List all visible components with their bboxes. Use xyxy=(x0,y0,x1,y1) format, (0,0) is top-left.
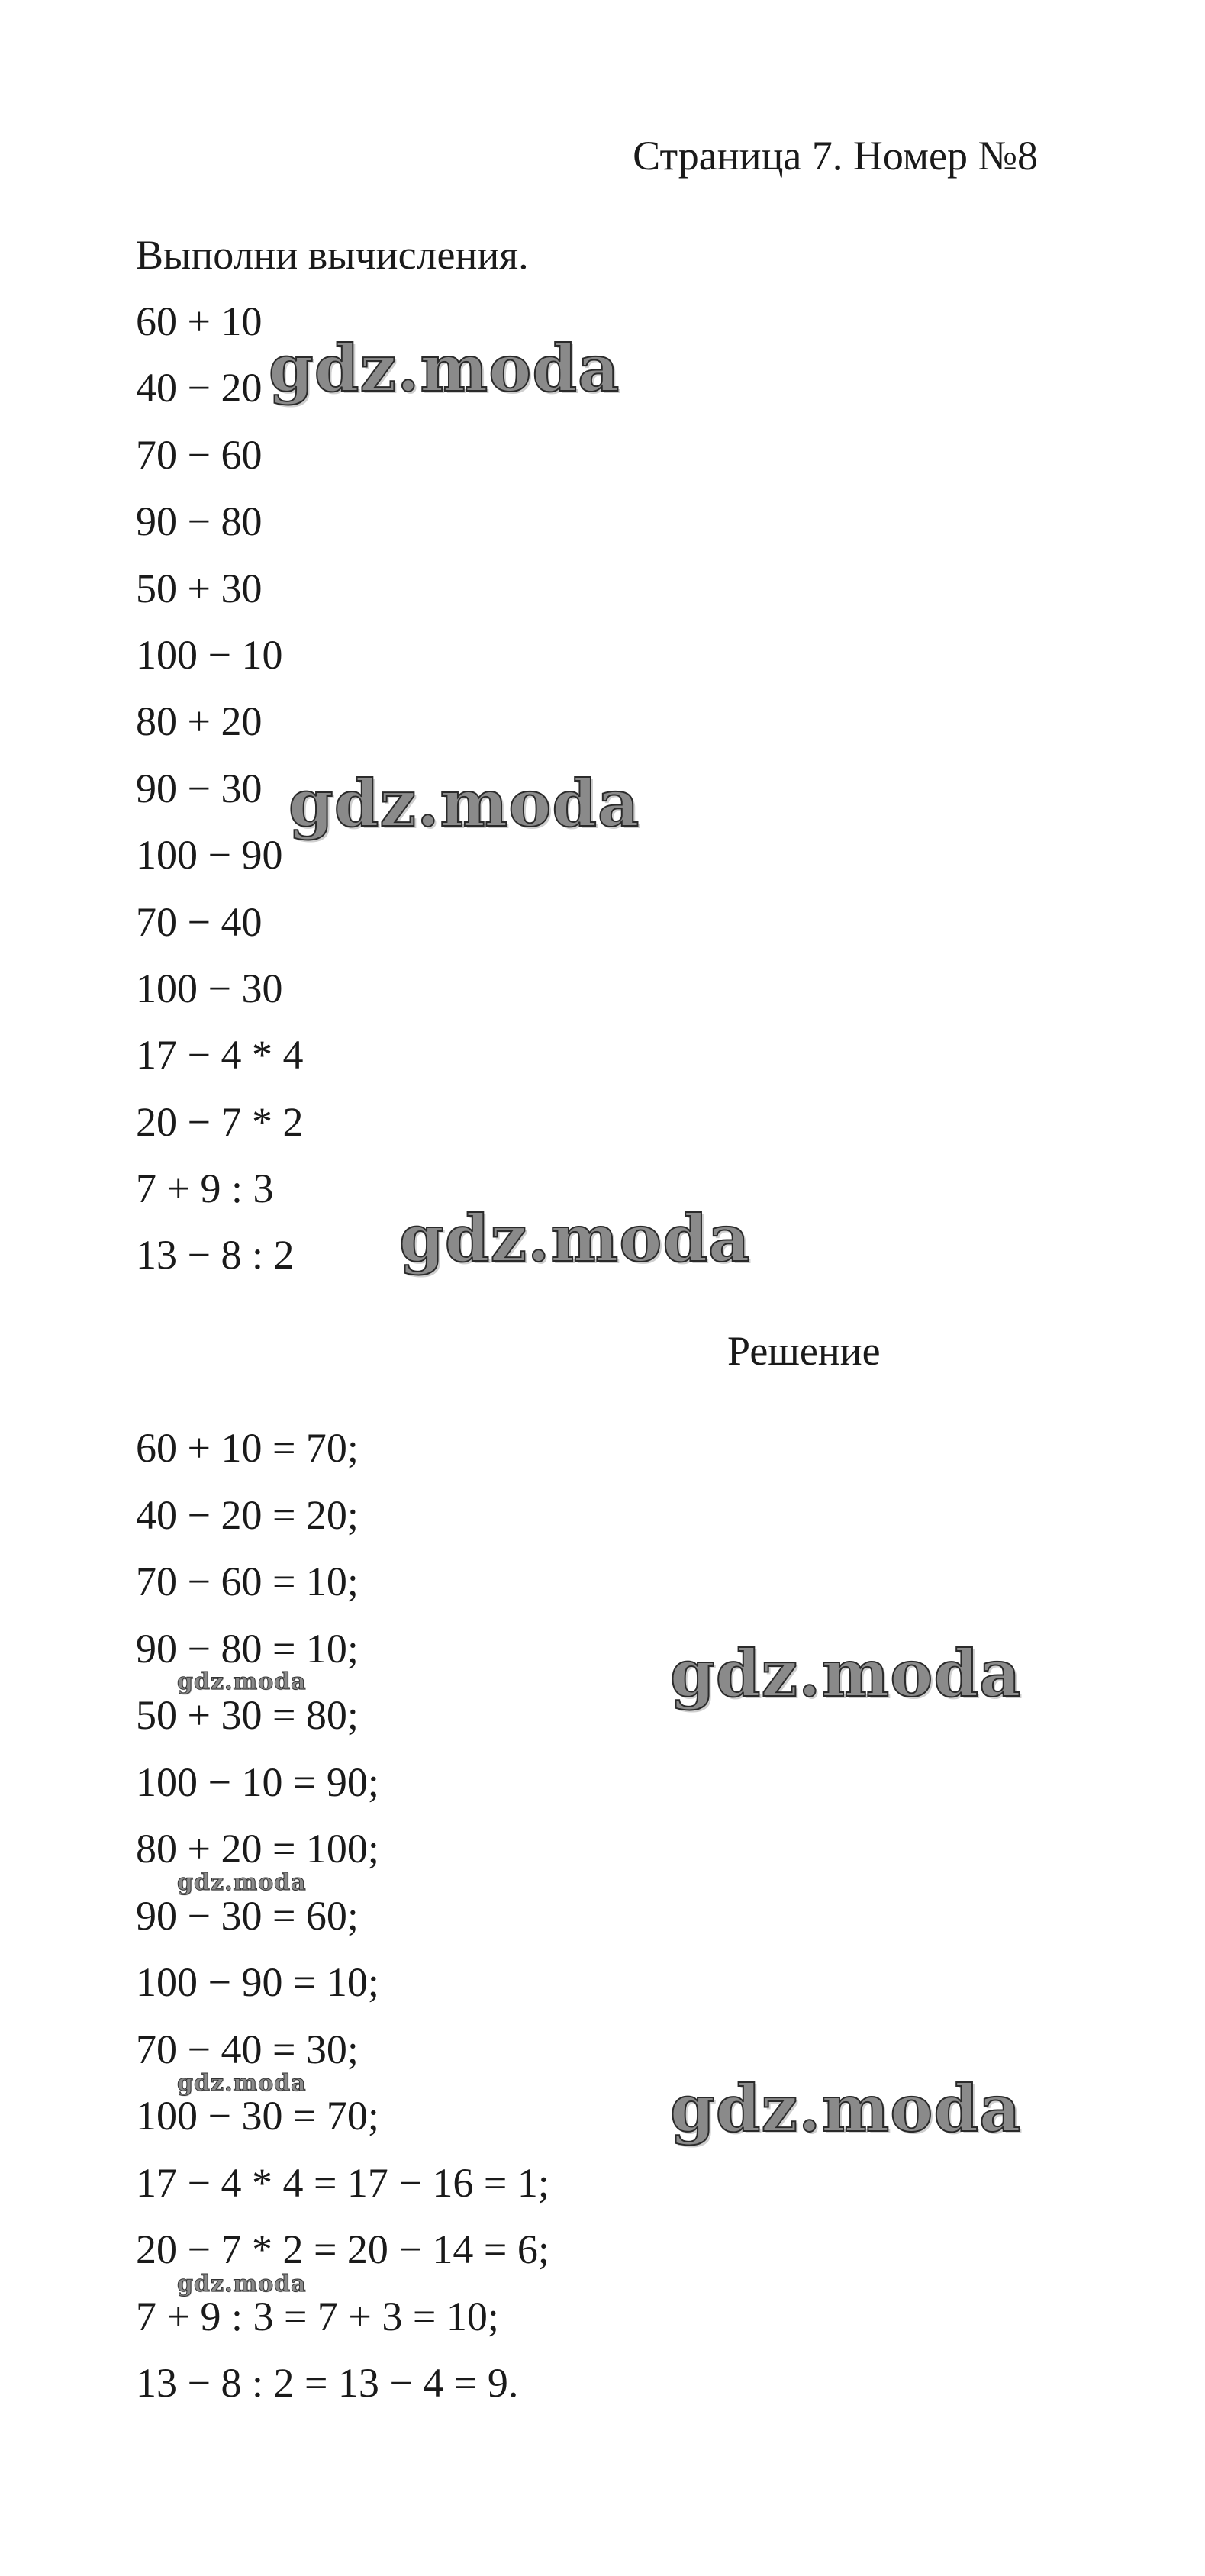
solution-line: 40 − 20 = 20; xyxy=(136,1491,359,1538)
solution-heading: Решение xyxy=(727,1328,881,1374)
watermark-small: gdz.moda xyxy=(177,1668,307,1695)
solution-line: 80 + 20 = 100; xyxy=(136,1826,379,1872)
solution-line-list xyxy=(136,1415,549,2417)
solution-line: 90 − 80 = 10; xyxy=(136,1625,359,1672)
watermark: gdz.moda xyxy=(670,2071,1022,2146)
solution-line: 100 − 10 = 90; xyxy=(136,1759,379,1805)
task-title: Выполни вычисления. xyxy=(136,232,529,278)
task-expression: 60 + 10 xyxy=(136,298,263,344)
page-header: Страница 7. Номер №8 xyxy=(633,133,1038,179)
task-expression: 40 − 20 xyxy=(136,365,263,411)
solution-line: 100 − 90 = 10; xyxy=(136,1959,379,2005)
watermark: gdz.moda xyxy=(288,766,640,841)
task-expression: 7 + 9 : 3 xyxy=(136,1165,274,1212)
solution-line: 17 − 4 * 4 = 17 − 16 = 1; xyxy=(136,2159,549,2206)
solution-line: 70 − 40 = 30; xyxy=(136,2026,359,2072)
task-expression: 100 − 10 xyxy=(136,631,283,678)
task-expression: 13 − 8 : 2 xyxy=(136,1232,295,1278)
solution-line: 100 − 30 = 70; xyxy=(136,2093,379,2139)
task-expression: 20 − 7 * 2 xyxy=(136,1098,304,1145)
solution-line: 7 + 9 : 3 = 7 + 3 = 10; xyxy=(136,2293,499,2339)
solution-line: 90 − 30 = 60; xyxy=(136,1892,359,1939)
solution-line: 50 + 30 = 80; xyxy=(136,1692,359,1738)
solution-line: 13 − 8 : 2 = 13 − 4 = 9. xyxy=(136,2360,519,2406)
solution-line: 60 + 10 = 70; xyxy=(136,1425,359,1471)
task-expression: 70 − 40 xyxy=(136,898,263,945)
task-expression: 100 − 30 xyxy=(136,965,283,1011)
task-expression: 70 − 60 xyxy=(136,431,263,478)
watermark: gdz.moda xyxy=(670,1636,1022,1711)
watermark: gdz.moda xyxy=(269,330,620,406)
task-expression: 90 − 30 xyxy=(136,765,263,811)
task-expression-list xyxy=(136,289,303,1289)
task-expression: 90 − 80 xyxy=(136,498,263,545)
solution-line: 70 − 60 = 10; xyxy=(136,1559,359,1604)
task-expression: 100 − 90 xyxy=(136,832,283,879)
watermark-small: gdz.moda xyxy=(177,2271,307,2297)
watermark: gdz.moda xyxy=(399,1201,751,1276)
solution-line: 20 − 7 * 2 = 20 − 14 = 6; xyxy=(136,2226,549,2272)
watermark-small: gdz.moda xyxy=(177,2070,307,2097)
task-expression: 17 − 4 * 4 xyxy=(136,1032,304,1078)
watermark-small: gdz.moda xyxy=(177,1869,307,1896)
task-expression: 80 + 20 xyxy=(136,698,263,745)
task-expression: 50 + 30 xyxy=(136,565,263,611)
